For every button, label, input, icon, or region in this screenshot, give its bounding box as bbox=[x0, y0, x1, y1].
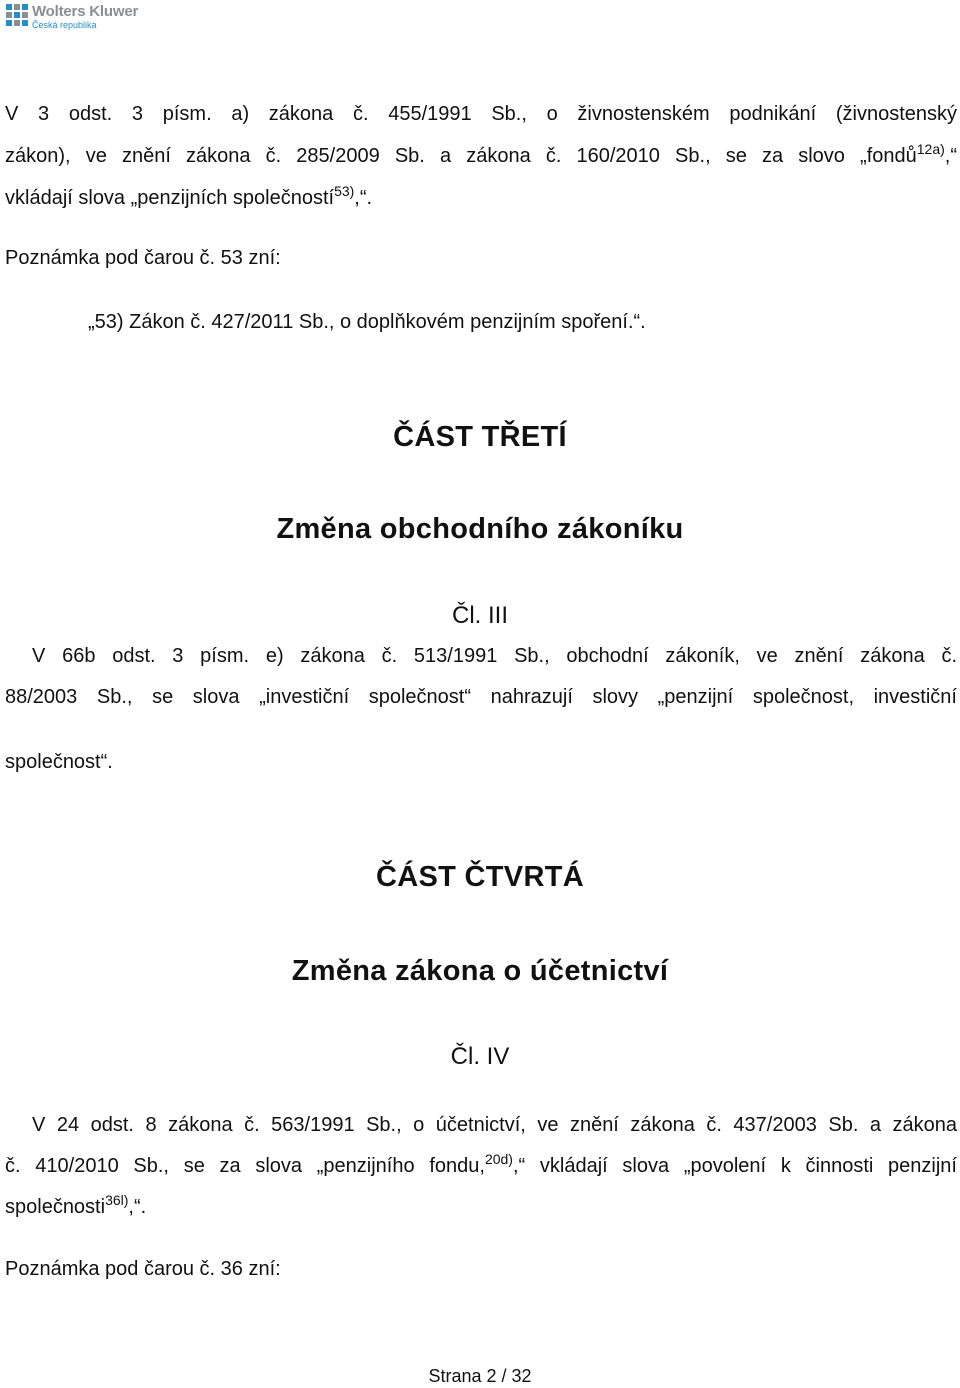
brand-name: Wolters Kluwer bbox=[32, 3, 139, 20]
part-heading: ČÁST ČTVRTÁ bbox=[376, 861, 584, 893]
paragraph-line: společnost“. bbox=[5, 751, 113, 773]
article-number: Čl. III bbox=[451, 602, 508, 629]
part-heading: ČÁST TŘETÍ bbox=[393, 421, 567, 453]
part-title: Změna zákona o účetnictví bbox=[291, 955, 669, 987]
paragraph-line: společnosti$^{36l)}$,“. bbox=[5, 1192, 147, 1218]
footnote-text: „53) Zákon č. 427/2011 Sb., o doplňkovém penzijním spoření.“. bbox=[88, 311, 646, 333]
part-title: Změna obchodního zákoníku bbox=[276, 513, 684, 545]
paragraph-line: zákon), ve znění zákona č. 285/2009 Sb. a zákona č. 160/2010 Sb., se za slovo „fondů$^{12a)}$,“ bbox=[5, 141, 957, 167]
brand-logo bbox=[6, 4, 138, 30]
wolters-kluwer-logo-icon bbox=[6, 4, 28, 26]
footnote-label: Poznámka pod čarou č. 36 zní: bbox=[5, 1258, 281, 1280]
brand-subtitle: Česká republika bbox=[32, 20, 97, 30]
paragraph-line: V 66b odst. 3 písm. e) zákona č. 513/1991 Sb., obchodní zákoník, ve znění zákona č. bbox=[32, 645, 957, 667]
paragraph-line: 88/2003 Sb., se slova „investiční společnost“ nahrazují slovy „penzijní společnost, investiční bbox=[5, 686, 957, 708]
page-number: Strana 2 / 32 bbox=[428, 1366, 532, 1386]
article-number: Čl. IV bbox=[450, 1043, 510, 1070]
paragraph-line: V 3 odst. 3 písm. a) zákona č. 455/1991 Sb., o živnostenském podnikání (živnostenský bbox=[5, 103, 957, 125]
paragraph-line: V 24 odst. 8 zákona č. 563/1991 Sb., o účetnictví, ve znění zákona č. 437/2003 Sb. a zákona bbox=[32, 1114, 957, 1136]
footnote-label: Poznámka pod čarou č. 53 zní: bbox=[5, 247, 281, 269]
paragraph-line: č. 410/2010 Sb., se za slova „penzijního fondu,$^{20d)}$,“ vkládají slova „povolení k činnosti penzijní bbox=[5, 1151, 957, 1177]
paragraph-line: vkládají slova „penzijních společností$^{53)}$,“. bbox=[5, 183, 373, 209]
